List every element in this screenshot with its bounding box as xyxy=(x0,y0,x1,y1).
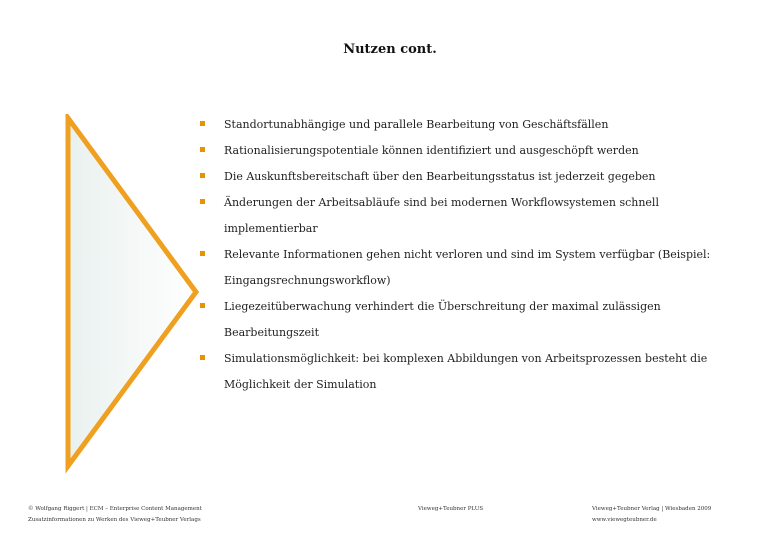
list-item xyxy=(198,138,746,164)
bullet-text: Simulationsmöglichkeit: bei komplexen Abbildungen von Arbeitsprozessen besteht die Möglichkeit der Simulation xyxy=(224,352,708,391)
bullet-text: Liegezeitüberwachung verhindert die Überschreitung der maximal zulässigen Bearbeitungszeit xyxy=(224,300,661,339)
list-item xyxy=(198,112,746,138)
square-bullet-icon xyxy=(200,303,205,308)
footer-plus-label: Vieweg+Teubner PLUS xyxy=(418,506,484,512)
bullet-text: Standortunabhängige und parallele Bearbeitung von Geschäftsfällen xyxy=(224,118,609,131)
footer-info-line: Zusatzinformationen zu Werken des Vieweg+Teubner Verlags xyxy=(28,517,201,523)
footer-url[interactable]: www.viewegteubner.de xyxy=(592,517,657,523)
list-item xyxy=(198,190,746,242)
bullet-list xyxy=(198,112,746,398)
bullet-text: Relevante Informationen gehen nicht verloren und sind im System verfügbar (Beispiel: Eingangsrechnungsworkflow) xyxy=(224,248,711,287)
footer-publisher-line: Vieweg+Teubner Verlag | Wiesbaden 2009 xyxy=(592,506,712,512)
footer-copyright xyxy=(28,504,202,526)
slide-title: Nutzen cont. xyxy=(343,42,437,57)
bullet-text: Änderungen der Arbeitsabläufe sind bei modernen Workflowsystemen schnell implementierbar xyxy=(224,196,659,235)
list-item xyxy=(198,242,746,294)
list-item xyxy=(198,164,746,190)
list-item xyxy=(198,346,746,398)
list-item xyxy=(198,294,746,346)
footer-center xyxy=(418,504,483,515)
square-bullet-icon xyxy=(200,147,205,152)
square-bullet-icon xyxy=(200,251,205,256)
square-bullet-icon xyxy=(200,173,205,178)
footer-publisher xyxy=(592,504,711,526)
footer-copyright-line: © Wolfgang Riggert | ECM – Enterprise Content Management xyxy=(28,506,202,512)
decorative-triangle xyxy=(62,114,202,474)
bullet-text: Die Auskunftsbereitschaft über den Bearbeitungsstatus ist jederzeit gegeben xyxy=(224,170,656,183)
square-bullet-icon xyxy=(200,199,205,204)
bullet-text: Rationalisierungspotentiale können identifiziert und ausgeschöpft werden xyxy=(224,144,639,157)
square-bullet-icon xyxy=(200,121,205,126)
square-bullet-icon xyxy=(200,355,205,360)
